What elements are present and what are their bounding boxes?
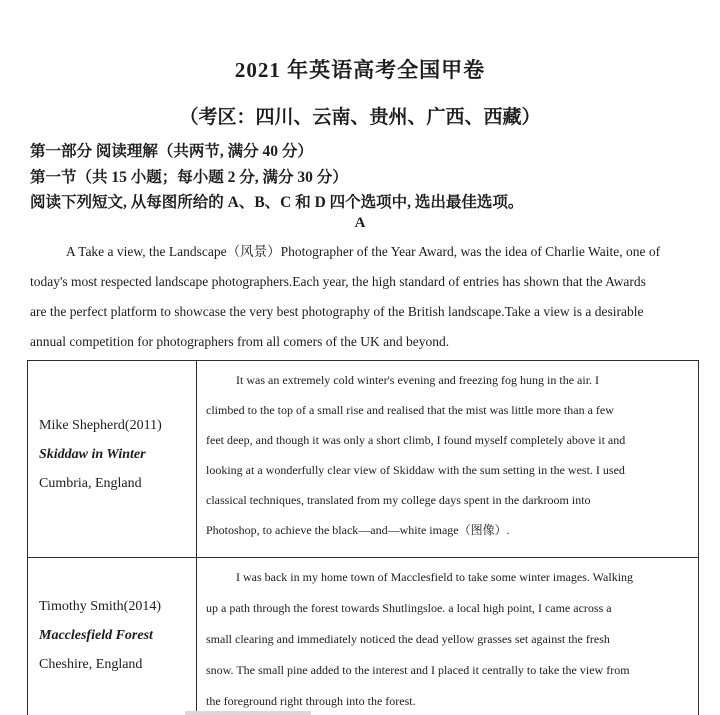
instruction-line: 阅读下列短文, 从每图所给的 A、B、C 和 D 四个选项中, 选出最佳选项。 (30, 194, 524, 211)
photo-location: Cumbria, England (39, 476, 142, 491)
text-line: feet deep, and though it was only a short climb, I found myself completely above it and (206, 433, 626, 447)
photo-description-cell (197, 361, 698, 557)
photographer-info-cell (28, 361, 197, 557)
reading-passage (30, 237, 694, 357)
part-one-heading: 第一部分 阅读理解（共两节, 满分 40 分） (30, 143, 313, 160)
text-line: climbed to the top of a small rise and realised that the mist was little more than a few (206, 403, 614, 417)
text-line: Photoshop, to achieve the black—and—white image（图像）. (206, 523, 510, 537)
text-line: annual competition for photographers from all comers of the UK and beyond. (30, 334, 450, 349)
text-line: small clearing and immediately noticed the dead yellow grasses set against the fresh (206, 632, 610, 646)
exam-title: 2021 年英语高考全国甲卷 (234, 58, 486, 82)
text-line: It was an extremely cold winter's evening and freezing fog hung in the air. I (236, 373, 600, 387)
text-line: up a path through the forest towards Shutlingsloe. a local high point, I came across a (206, 601, 612, 615)
photo-description-cell (197, 558, 698, 715)
table-row (28, 361, 698, 558)
text-line: I was back in my home town of Macclesfield to take some winter images. Walking (236, 570, 634, 584)
text-line: A Take a view, the Landscape（风景）Photographer of the Year Award, was the idea of Charlie Waite, one of (66, 244, 661, 259)
exam-region-subtitle: （考区：四川、云南、贵州、广西、西藏） (179, 107, 541, 128)
photo-location: Cheshire, England (39, 657, 143, 672)
cutoff-highlight-artifact (185, 711, 311, 715)
text-line: classical techniques, translated from my college days spent in the darkroom into (206, 493, 591, 507)
photographers-table (27, 360, 699, 715)
photo-title: Skiddaw in Winter (39, 447, 146, 462)
section-headings (30, 139, 700, 216)
photographer-name: Mike Shepherd(2011) (39, 418, 162, 433)
text-line: the foreground right through into the forest. (206, 694, 416, 708)
table-row (28, 558, 698, 715)
photographer-info-cell (28, 558, 197, 715)
text-line: today's most respected landscape photographers.Each year, the high standard of entries has shown that the Awards (30, 274, 646, 289)
text-line: looking at a wonderfully clear view of Skiddaw with the sum setting in the west. I used (206, 463, 625, 477)
section-one-heading: 第一节（共 15 小题；每小题 2 分, 满分 30 分） (30, 168, 348, 186)
passage-label-a: A (354, 215, 366, 231)
photo-title: Macclesfield Forest (39, 628, 153, 643)
photographer-name: Timothy Smith(2014) (39, 599, 162, 614)
text-line: snow. The small pine added to the interest and I placed it centrally to take the view from (206, 663, 630, 677)
text-line: are the perfect platform to showcase the very best photography of the British landscape.Take a view is a desirable (30, 304, 644, 319)
